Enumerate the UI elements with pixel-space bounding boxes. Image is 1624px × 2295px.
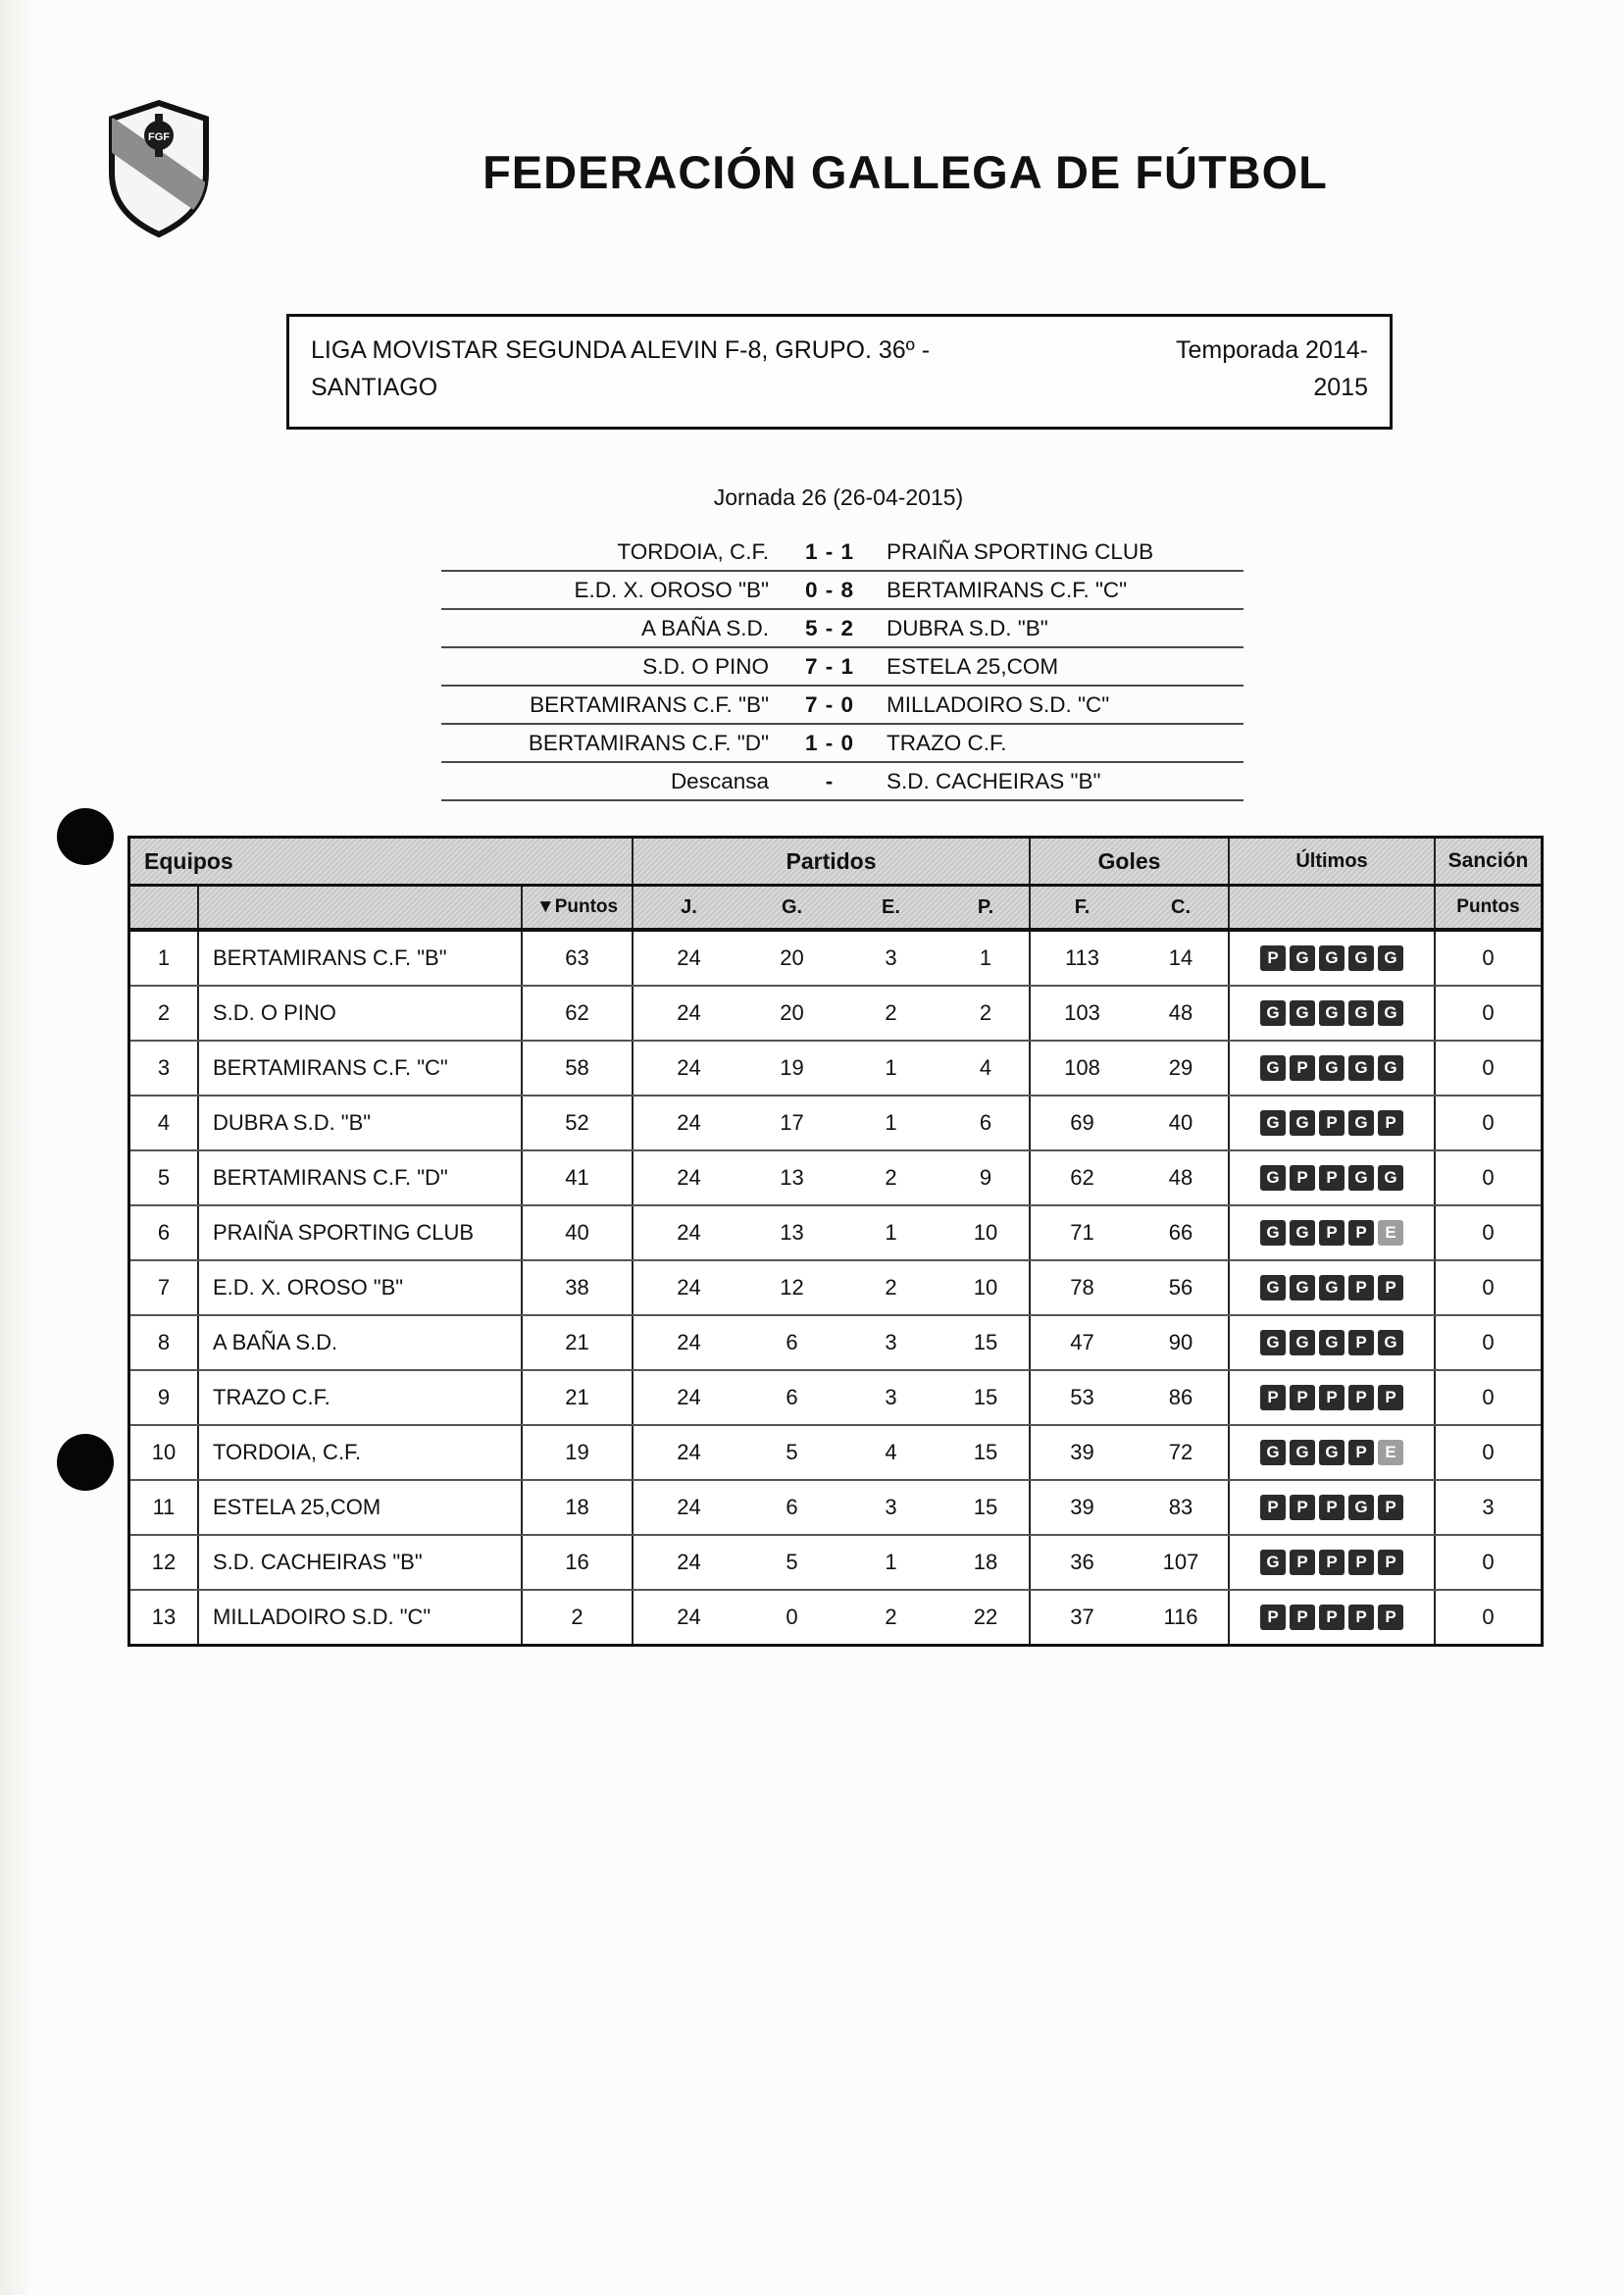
- losses-cell: 15: [942, 1316, 1031, 1369]
- away-team: ESTELA 25,COM: [887, 653, 1059, 679]
- form-badge-p: P: [1378, 1110, 1403, 1136]
- form-badge-p: P: [1348, 1605, 1374, 1630]
- last-results-badges: [1260, 1055, 1403, 1081]
- wins-cell: 6: [786, 1330, 798, 1354]
- last-results-badges: [1260, 1495, 1403, 1520]
- standings-row: [130, 1371, 1541, 1426]
- points-cell: 16: [523, 1536, 634, 1589]
- results-list: [441, 534, 1243, 801]
- form-badge-p: P: [1348, 1330, 1374, 1355]
- form-badge-g: G: [1260, 1550, 1286, 1575]
- goals-against-cell: 66: [1134, 1206, 1230, 1259]
- losses-cell: 15: [942, 1426, 1031, 1479]
- result-row: [441, 725, 1243, 763]
- form-badge-p: P: [1319, 1165, 1345, 1191]
- team-name-cell: TORDOIA, C.F.: [199, 1426, 523, 1479]
- last-results-badges: [1260, 945, 1403, 971]
- wins-cell: 6: [786, 1495, 798, 1519]
- sanction-points-cell: 0: [1482, 1385, 1495, 1409]
- standings-column-header-row: [130, 887, 1541, 932]
- draws-cell: 1: [885, 1220, 897, 1245]
- away-team: S.D. CACHEIRAS "B": [887, 768, 1101, 793]
- form-badge-p: P: [1290, 1385, 1315, 1410]
- played-cell: 24: [677, 1000, 701, 1025]
- team-name-cell: A BAÑA S.D.: [199, 1316, 523, 1369]
- form-badge-p: P: [1260, 1605, 1286, 1630]
- wins-cell: 20: [780, 945, 804, 970]
- played-cell: 24: [677, 1440, 701, 1464]
- form-badge-p: P: [1319, 1110, 1345, 1136]
- played-cell: 24: [677, 1605, 701, 1629]
- goals-against-cell: 107: [1134, 1536, 1230, 1589]
- team-name-cell: BERTAMIRANS C.F. "C": [199, 1042, 523, 1095]
- draws-cell: 3: [885, 1330, 897, 1354]
- standings-row: [130, 1481, 1541, 1536]
- last-results-badges: [1260, 1110, 1403, 1136]
- form-badge-g: G: [1378, 1165, 1403, 1191]
- wins-cell: 5: [786, 1550, 798, 1574]
- standings-table: [127, 836, 1544, 1647]
- rank-cell: 13: [130, 1591, 199, 1644]
- svg-text:FGF: FGF: [148, 131, 170, 143]
- match-score: 0 - 8: [804, 577, 855, 602]
- draws-cell: 2: [885, 1275, 897, 1300]
- goals-for-cell: 69: [1070, 1110, 1094, 1135]
- form-badge-p: P: [1260, 945, 1286, 971]
- wins-cell: 12: [780, 1275, 804, 1300]
- standings-row: [130, 1536, 1541, 1591]
- points-cell: 63: [523, 932, 634, 985]
- season-label: Temporada 2014-2015: [1176, 336, 1368, 401]
- form-badge-g: G: [1319, 1055, 1345, 1081]
- home-team: S.D. O PINO: [642, 653, 769, 679]
- match-score: 7 - 0: [804, 691, 855, 717]
- sanction-points-cell: 0: [1482, 1605, 1495, 1629]
- form-badge-p: P: [1348, 1275, 1374, 1300]
- header-f: F.: [1074, 895, 1091, 918]
- match-score: 7 - 1: [804, 653, 855, 679]
- form-badge-g: G: [1378, 945, 1403, 971]
- result-row: [441, 610, 1243, 648]
- match-score: -: [825, 768, 835, 793]
- standings-row: [130, 987, 1541, 1042]
- last-results-badges: [1260, 1385, 1403, 1410]
- punch-hole: [57, 1434, 114, 1491]
- played-cell: 24: [677, 1055, 701, 1080]
- draws-cell: 1: [885, 1110, 897, 1135]
- goals-for-cell: 71: [1070, 1220, 1094, 1245]
- sanction-points-cell: 0: [1482, 1275, 1495, 1300]
- header-equipos: Equipos: [130, 839, 634, 884]
- team-name-cell: PRAIÑA SPORTING CLUB: [199, 1206, 523, 1259]
- goals-for-cell: 103: [1064, 1000, 1100, 1025]
- team-name-cell: E.D. X. OROSO "B": [199, 1261, 523, 1314]
- home-team: Descansa: [670, 768, 769, 793]
- wins-cell: 5: [786, 1440, 798, 1464]
- goals-for-cell: 78: [1070, 1275, 1094, 1300]
- team-name-cell: BERTAMIRANS C.F. "D": [199, 1151, 523, 1204]
- goals-against-cell: 90: [1134, 1316, 1230, 1369]
- form-badge-g: G: [1260, 1330, 1286, 1355]
- rank-cell: 7: [130, 1261, 199, 1314]
- goals-against-cell: 72: [1134, 1426, 1230, 1479]
- points-cell: 19: [523, 1426, 634, 1479]
- form-badge-g: G: [1290, 1275, 1315, 1300]
- goals-against-cell: 116: [1134, 1591, 1230, 1644]
- form-badge-g: G: [1260, 1275, 1286, 1300]
- home-team: BERTAMIRANS C.F. "D": [528, 730, 769, 755]
- played-cell: 24: [677, 1330, 701, 1354]
- standings-row: [130, 1151, 1541, 1206]
- rank-cell: 11: [130, 1481, 199, 1534]
- form-badge-p: P: [1378, 1605, 1403, 1630]
- form-badge-g: G: [1290, 1440, 1315, 1465]
- draws-cell: 2: [885, 1000, 897, 1025]
- away-team: PRAIÑA SPORTING CLUB: [887, 538, 1154, 564]
- form-badge-g: G: [1348, 1000, 1374, 1026]
- standings-row: [130, 1316, 1541, 1371]
- form-badge-g: G: [1319, 1440, 1345, 1465]
- points-cell: 52: [523, 1096, 634, 1149]
- standings-row: [130, 1206, 1541, 1261]
- sanction-points-cell: 0: [1482, 1330, 1495, 1354]
- team-name-cell: DUBRA S.D. "B": [199, 1096, 523, 1149]
- standings-row: [130, 1261, 1541, 1316]
- goals-against-cell: 86: [1134, 1371, 1230, 1424]
- goals-for-cell: 36: [1070, 1550, 1094, 1574]
- header-e: E.: [882, 895, 900, 918]
- goals-for-cell: 39: [1070, 1495, 1094, 1519]
- wins-cell: 19: [780, 1055, 804, 1080]
- form-badge-p: P: [1290, 1495, 1315, 1520]
- draws-cell: 1: [885, 1550, 897, 1574]
- form-badge-g: G: [1378, 1000, 1403, 1026]
- form-badge-p: P: [1290, 1055, 1315, 1081]
- last-results-badges: [1260, 1440, 1403, 1465]
- page-title: FEDERACIÓN GALLEGA DE FÚTBOL: [482, 146, 1328, 198]
- played-cell: 24: [677, 1550, 701, 1574]
- team-name-cell: S.D. O PINO: [199, 987, 523, 1040]
- goals-against-cell: 29: [1134, 1042, 1230, 1095]
- form-badge-p: P: [1290, 1165, 1315, 1191]
- form-badge-g: G: [1348, 1495, 1374, 1520]
- header-ultimos-blank: [1230, 887, 1436, 928]
- match-score: 1 - 1: [804, 538, 855, 564]
- form-badge-g: G: [1319, 945, 1345, 971]
- losses-cell: 4: [942, 1042, 1031, 1095]
- sanction-points-cell: 0: [1482, 1000, 1495, 1025]
- team-name-cell: TRAZO C.F.: [199, 1371, 523, 1424]
- rank-cell: 4: [130, 1096, 199, 1149]
- form-badge-p: P: [1319, 1220, 1345, 1246]
- goals-against-cell: 48: [1134, 987, 1230, 1040]
- goals-against-cell: 56: [1134, 1261, 1230, 1314]
- standings-row: [130, 932, 1541, 987]
- form-badge-p: P: [1260, 1385, 1286, 1410]
- played-cell: 24: [677, 1495, 701, 1519]
- league-name: LIGA MOVISTAR SEGUNDA ALEVIN F-8, GRUPO. 36º - SANTIAGO: [311, 336, 931, 401]
- wins-cell: 20: [780, 1000, 804, 1025]
- last-results-badges: [1260, 1000, 1403, 1026]
- wins-cell: 13: [780, 1220, 804, 1245]
- result-row: [441, 687, 1243, 725]
- result-row: [441, 534, 1243, 572]
- form-badge-e: E: [1378, 1440, 1403, 1465]
- points-cell: 40: [523, 1206, 634, 1259]
- header-c: C.: [1134, 887, 1230, 928]
- form-badge-g: G: [1260, 1000, 1286, 1026]
- away-team: TRAZO C.F.: [887, 730, 1007, 755]
- standings-body: [130, 932, 1541, 1644]
- form-badge-p: P: [1319, 1550, 1345, 1575]
- standings-group-header-row: [130, 839, 1541, 887]
- form-badge-g: G: [1290, 1000, 1315, 1026]
- form-badge-g: G: [1319, 1275, 1345, 1300]
- goals-against-cell: 48: [1134, 1151, 1230, 1204]
- form-badge-g: G: [1290, 945, 1315, 971]
- home-team: BERTAMIRANS C.F. "B": [530, 691, 769, 717]
- wins-cell: 6: [786, 1385, 798, 1409]
- played-cell: 24: [677, 1165, 701, 1190]
- points-cell: 2: [523, 1591, 634, 1644]
- sanction-points-cell: 0: [1482, 945, 1495, 970]
- losses-cell: 9: [942, 1151, 1031, 1204]
- form-badge-g: G: [1260, 1055, 1286, 1081]
- losses-cell: 18: [942, 1536, 1031, 1589]
- away-team: MILLADOIRO S.D. "C": [887, 691, 1110, 717]
- form-badge-g: G: [1348, 1165, 1374, 1191]
- sanction-points-cell: 0: [1482, 1550, 1495, 1574]
- points-cell: 41: [523, 1151, 634, 1204]
- form-badge-p: P: [1348, 1550, 1374, 1575]
- goals-against-cell: 40: [1134, 1096, 1230, 1149]
- away-team: DUBRA S.D. "B": [887, 615, 1048, 640]
- sanction-points-cell: 0: [1482, 1055, 1495, 1080]
- header-ultimos: Últimos: [1230, 839, 1436, 884]
- losses-cell: 6: [942, 1096, 1031, 1149]
- form-badge-p: P: [1348, 1220, 1374, 1246]
- match-score: 5 - 2: [804, 615, 855, 640]
- header-sancion-puntos: Puntos: [1456, 896, 1520, 917]
- form-badge-p: P: [1378, 1550, 1403, 1575]
- goals-for-cell: 108: [1064, 1055, 1100, 1080]
- form-badge-p: P: [1319, 1495, 1345, 1520]
- standings-row: [130, 1426, 1541, 1481]
- draws-cell: 2: [885, 1165, 897, 1190]
- played-cell: 24: [677, 1385, 701, 1409]
- form-badge-g: G: [1348, 945, 1374, 971]
- header-goles: Goles: [1031, 839, 1230, 884]
- header-team: [199, 887, 523, 928]
- rank-cell: 8: [130, 1316, 199, 1369]
- form-badge-p: P: [1319, 1385, 1345, 1410]
- points-cell: 38: [523, 1261, 634, 1314]
- sanction-points-cell: 0: [1482, 1110, 1495, 1135]
- draws-cell: 3: [885, 945, 897, 970]
- draws-cell: 1: [885, 1055, 897, 1080]
- result-row: [441, 648, 1243, 687]
- home-team: E.D. X. OROSO "B": [574, 577, 769, 602]
- team-name-cell: MILLADOIRO S.D. "C": [199, 1591, 523, 1644]
- losses-cell: 10: [942, 1206, 1031, 1259]
- last-results-badges: [1260, 1330, 1403, 1355]
- team-name-cell: BERTAMIRANS C.F. "B": [199, 932, 523, 985]
- form-badge-g: G: [1378, 1055, 1403, 1081]
- rank-cell: 3: [130, 1042, 199, 1095]
- sanction-points-cell: 0: [1482, 1165, 1495, 1190]
- rank-cell: 12: [130, 1536, 199, 1589]
- form-badge-g: G: [1290, 1220, 1315, 1246]
- losses-cell: 1: [942, 932, 1031, 985]
- form-badge-g: G: [1348, 1110, 1374, 1136]
- goals-against-cell: 83: [1134, 1481, 1230, 1534]
- form-badge-p: P: [1378, 1495, 1403, 1520]
- header-j: J.: [681, 895, 697, 918]
- header-g: G.: [781, 895, 803, 918]
- form-badge-p: P: [1290, 1550, 1315, 1575]
- sanction-points-cell: 0: [1482, 1440, 1495, 1464]
- wins-cell: 13: [780, 1165, 804, 1190]
- form-badge-g: G: [1260, 1220, 1286, 1246]
- form-badge-p: P: [1290, 1605, 1315, 1630]
- losses-cell: 15: [942, 1371, 1031, 1424]
- played-cell: 24: [677, 1110, 701, 1135]
- form-badge-g: G: [1319, 1000, 1345, 1026]
- form-badge-p: P: [1378, 1275, 1403, 1300]
- away-team: BERTAMIRANS C.F. "C": [887, 577, 1128, 602]
- standings-row: [130, 1096, 1541, 1151]
- rank-cell: 9: [130, 1371, 199, 1424]
- match-score: 1 - 0: [804, 730, 855, 755]
- rank-cell: 5: [130, 1151, 199, 1204]
- goals-for-cell: 47: [1070, 1330, 1094, 1354]
- standings-row: [130, 1042, 1541, 1096]
- form-badge-p: P: [1260, 1495, 1286, 1520]
- standings-row: [130, 1591, 1541, 1644]
- losses-cell: 2: [942, 987, 1031, 1040]
- draws-cell: 3: [885, 1385, 897, 1409]
- form-badge-g: G: [1260, 1110, 1286, 1136]
- points-cell: 58: [523, 1042, 634, 1095]
- sanction-points-cell: 3: [1482, 1495, 1495, 1519]
- goals-for-cell: 53: [1070, 1385, 1094, 1409]
- header-sancion: Sanción: [1447, 849, 1529, 872]
- header-puntos-sort[interactable]: ▼Puntos: [523, 887, 634, 928]
- result-row: [441, 572, 1243, 610]
- played-cell: 24: [677, 1275, 701, 1300]
- rank-cell: 2: [130, 987, 199, 1040]
- wins-cell: 17: [780, 1110, 804, 1135]
- result-row: [441, 763, 1243, 801]
- header-rank: [130, 887, 199, 928]
- form-badge-g: G: [1260, 1165, 1286, 1191]
- last-results-badges: [1260, 1220, 1403, 1246]
- team-name-cell: S.D. CACHEIRAS "B": [199, 1536, 523, 1589]
- form-badge-p: P: [1348, 1385, 1374, 1410]
- form-badge-p: P: [1319, 1605, 1345, 1630]
- home-team: TORDOIA, C.F.: [617, 538, 769, 564]
- matchday-title: Jornada 26 (26-04-2015): [713, 484, 964, 510]
- rank-cell: 1: [130, 932, 199, 985]
- team-name-cell: ESTELA 25,COM: [199, 1481, 523, 1534]
- goals-for-cell: 39: [1070, 1440, 1094, 1464]
- losses-cell: 10: [942, 1261, 1031, 1314]
- form-badge-p: P: [1378, 1385, 1403, 1410]
- last-results-badges: [1260, 1275, 1403, 1300]
- goals-for-cell: 62: [1070, 1165, 1094, 1190]
- draws-cell: 2: [885, 1605, 897, 1629]
- federation-shield-logo-icon: [104, 96, 214, 241]
- form-badge-g: G: [1290, 1330, 1315, 1355]
- form-badge-g: G: [1290, 1110, 1315, 1136]
- form-badge-g: G: [1378, 1330, 1403, 1355]
- header-partidos: Partidos: [634, 839, 1031, 884]
- draws-cell: 3: [885, 1495, 897, 1519]
- goals-for-cell: 113: [1064, 945, 1100, 970]
- form-badge-g: G: [1319, 1330, 1345, 1355]
- form-badge-g: G: [1348, 1055, 1374, 1081]
- home-team: A BAÑA S.D.: [640, 615, 769, 640]
- sanction-points-cell: 0: [1482, 1220, 1495, 1245]
- wins-cell: 0: [786, 1605, 798, 1629]
- last-results-badges: [1260, 1165, 1403, 1191]
- league-info-box: [286, 314, 1393, 430]
- goals-for-cell: 37: [1070, 1605, 1094, 1629]
- losses-cell: 22: [942, 1591, 1031, 1644]
- losses-cell: 15: [942, 1481, 1031, 1534]
- points-cell: 21: [523, 1316, 634, 1369]
- last-results-badges: [1260, 1605, 1403, 1630]
- form-badge-e: E: [1378, 1220, 1403, 1246]
- played-cell: 24: [677, 945, 701, 970]
- punch-hole: [57, 808, 114, 865]
- last-results-badges: [1260, 1550, 1403, 1575]
- form-badge-p: P: [1348, 1440, 1374, 1465]
- points-cell: 18: [523, 1481, 634, 1534]
- header-p: P.: [942, 887, 1031, 928]
- points-cell: 62: [523, 987, 634, 1040]
- points-cell: 21: [523, 1371, 634, 1424]
- draws-cell: 4: [885, 1440, 897, 1464]
- rank-cell: 10: [130, 1426, 199, 1479]
- played-cell: 24: [677, 1220, 701, 1245]
- form-badge-g: G: [1260, 1440, 1286, 1465]
- rank-cell: 6: [130, 1206, 199, 1259]
- goals-against-cell: 14: [1134, 932, 1230, 985]
